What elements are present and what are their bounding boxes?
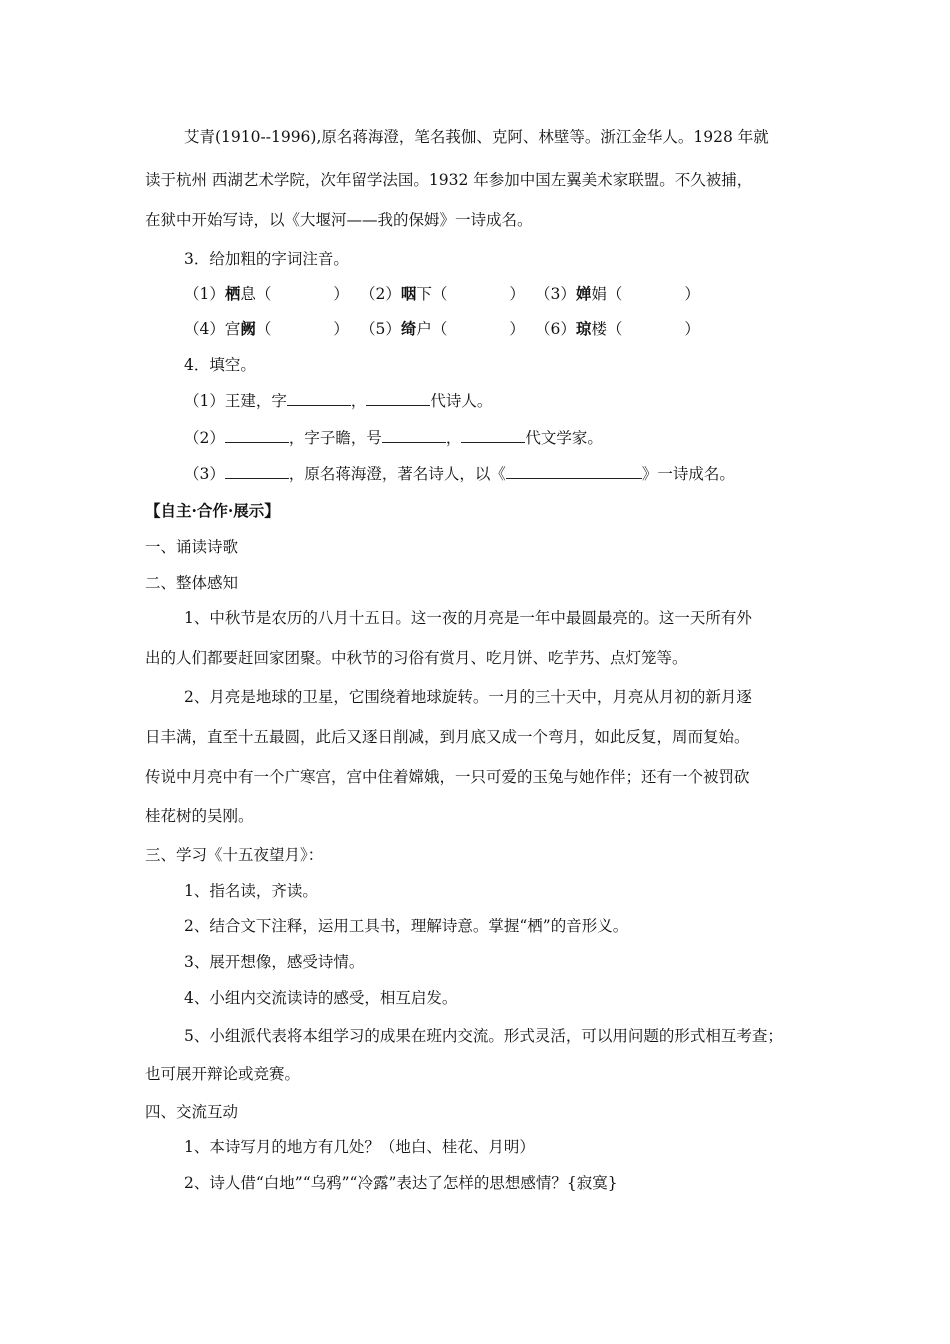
q4-text: ， <box>350 392 367 410</box>
q4-line-2 <box>184 428 603 448</box>
q3-item-num: （6） <box>535 320 576 338</box>
q3-item-bold-char: 阙 <box>240 319 256 338</box>
fill-blank <box>225 428 289 443</box>
section-3-item-3: 3、展开想像，感受诗情。 <box>184 953 365 971</box>
q4-text: 代文学家。 <box>525 429 603 447</box>
fill-blank <box>506 464 642 479</box>
paragraph-2-line-2: 日丰满，直至十五最圆，此后又逐日削减，到月底又成一个弯月，如此反复，周而复始。 <box>145 728 750 746</box>
paragraph-1-line-2: 出的人们都要赶回家团聚。中秋节的习俗有赏月、吃月饼、吃芋艿、点灯笼等。 <box>145 649 688 667</box>
section-heading-2: 二、整体感知 <box>145 574 239 592</box>
q3-item-bold-char: 绮 <box>400 319 417 338</box>
section-heading-1: 一、诵读诗歌 <box>145 538 239 556</box>
bio-line-2: 读于杭州 西湖艺术学院，次年留学法国。1932 年参加中国左翼美术家联盟。不久被捕， <box>145 171 753 189</box>
section-3-item-5-line-1: 5、小组派代表将本组学习的成果在班内交流。形式灵活，可以用问题的形式相互考查； <box>184 1027 783 1045</box>
q3-item-num: （4） <box>184 320 225 338</box>
q3-title: 3．给加粗的字词注音。 <box>184 250 349 268</box>
fill-blank <box>382 428 446 443</box>
section-heading-4: 四、交流互动 <box>145 1103 239 1121</box>
q3-item-num: （1） <box>184 285 225 303</box>
q3-item-num: （3） <box>535 285 576 303</box>
q3-item-bold-char: 琼 <box>575 319 592 338</box>
q3-item-char: 楼 <box>591 320 607 338</box>
q3-item-5 <box>360 319 525 339</box>
section-header: 【自主·合作·展示】 <box>145 501 280 520</box>
q3-answer-paren: （ ） <box>431 285 525 303</box>
q4-line-3 <box>184 464 735 484</box>
section-3-item-1: 1、指名读，齐读。 <box>184 882 318 900</box>
q3-item-num: （5） <box>360 320 401 338</box>
q3-answer-paren: （ ） <box>255 320 349 338</box>
q3-item-char: 户 <box>416 320 432 338</box>
q4-text: ，字子瞻，号 <box>288 429 382 447</box>
q3-item-char: 息 <box>240 285 256 303</box>
q3-item-bold-char: 栖 <box>224 284 241 303</box>
q3-answer-paren: （ ） <box>606 320 700 338</box>
q3-item-bold-char: 咽 <box>400 284 417 303</box>
section-3-item-4: 4、小组内交流读诗的感受，相互启发。 <box>184 989 458 1007</box>
paragraph-2-line-4: 桂花树的吴刚。 <box>145 807 254 825</box>
q3-item-6 <box>535 319 700 339</box>
q4-text: （3） <box>184 465 225 483</box>
q4-text: ，原名蒋海澄，著名诗人，以《 <box>288 465 506 483</box>
fill-blank <box>366 391 430 406</box>
q4-text: ， <box>445 429 462 447</box>
section-3-item-5-line-2: 也可展开辩论或竞赛。 <box>145 1065 301 1083</box>
q3-item-char: 下 <box>416 285 432 303</box>
section-heading-3: 三、学习《十五夜望月》： <box>145 846 324 864</box>
q3-item-char: 娟 <box>591 285 607 303</box>
q4-line-1 <box>184 391 492 411</box>
fill-blank <box>225 464 289 479</box>
q3-item-3 <box>535 284 700 304</box>
q3-item-char: 宫 <box>224 320 241 338</box>
paragraph-1-line-1: 1、中秋节是农历的八月十五日。这一夜的月亮是一年中最圆最亮的。这一天所有外 <box>184 609 752 627</box>
q3-item-2 <box>360 284 525 304</box>
q4-text: 代诗人。 <box>430 392 493 410</box>
q3-item-1 <box>184 284 349 304</box>
section-4-item-1: 1、本诗写月的地方有几处？（地白、桂花、月明） <box>184 1138 535 1156</box>
q3-item-num: （2） <box>360 285 401 303</box>
fill-blank <box>461 428 525 443</box>
q3-item-bold-char: 婵 <box>575 284 592 303</box>
q4-text: （2） <box>184 429 225 447</box>
fill-blank <box>287 391 351 406</box>
section-3-item-2: 2、结合文下注释，运用工具书，理解诗意。掌握“栖”的音形义。 <box>184 917 629 935</box>
q4-title: 4．填空。 <box>184 356 256 374</box>
paragraph-2-line-3: 传说中月亮中有一个广寒宫，宫中住着嫦娥，一只可爱的玉兔与她作伴；还有一个被罚砍 <box>145 768 750 786</box>
q3-item-4 <box>184 319 349 339</box>
q3-answer-paren: （ ） <box>431 320 525 338</box>
bio-line-1: 艾青(1910--1996),原名蒋海澄，笔名莪伽、克阿、林壁等。浙江金华人。1928 年就 <box>184 128 769 146</box>
section-4-item-2: 2、诗人借“白地”“乌鸦”“冷露”表达了怎样的思想感情？{寂寞} <box>184 1174 618 1192</box>
q3-answer-paren: （ ） <box>606 285 700 303</box>
q4-text: 》一诗成名。 <box>641 465 735 483</box>
q4-text: （1）王建，字 <box>184 392 287 410</box>
bio-line-3: 在狱中开始写诗，以《大堰河——我的保姆》一诗成名。 <box>145 211 533 229</box>
q3-answer-paren: （ ） <box>255 285 349 303</box>
paragraph-2-line-1: 2、月亮是地球的卫星，它围绕着地球旋转。一月的三十天中，月亮从月初的新月逐 <box>184 688 752 706</box>
